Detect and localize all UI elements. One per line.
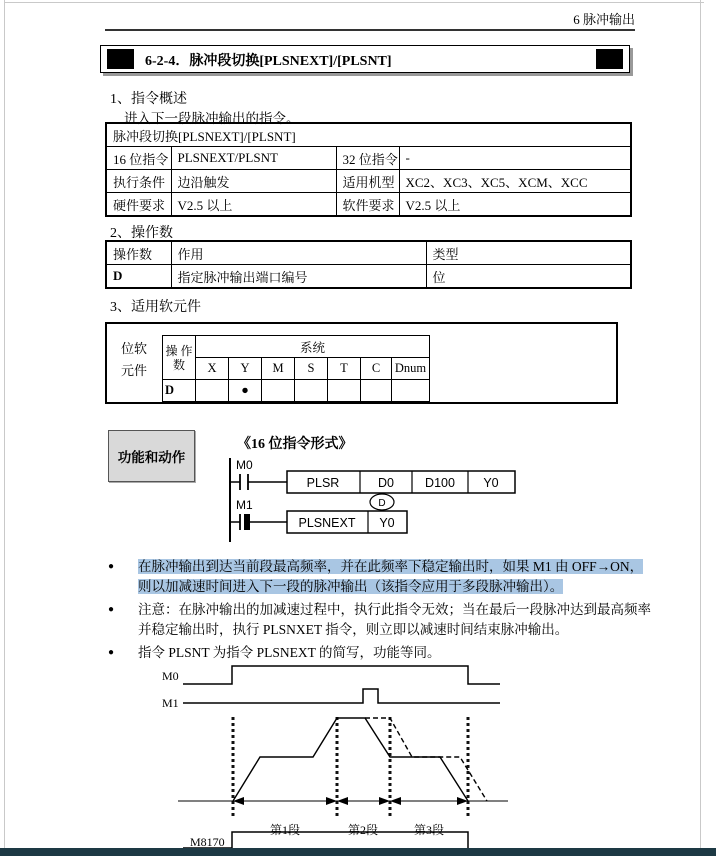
contact-label-m1: M1	[236, 498, 253, 512]
note-line: 并稳定输出时，执行 PLSNXET 指令，则立即以减速时间结束脉冲输出。	[138, 622, 569, 637]
note-line-highlighted: 则以加减速时间进入下一段的脉冲输出（该指令应用于多段脉冲输出）。	[138, 579, 564, 594]
operand-table	[105, 240, 632, 289]
device-col-header: M	[262, 358, 295, 380]
notes-list	[108, 557, 653, 666]
table-row	[163, 380, 430, 402]
heading-devices: 3、适用软元件	[110, 300, 201, 315]
table-row	[106, 170, 631, 193]
bullet-marker: ●	[108, 561, 115, 572]
spec-cell: 执行条件	[106, 170, 171, 193]
timing-signal-label-m1: M1	[162, 696, 179, 710]
spec-cell: 适用机型	[336, 170, 399, 193]
timing-diagram	[150, 660, 570, 848]
chapter-header: 6 脉冲输出	[573, 12, 635, 27]
spec-cell: 硬件要求	[106, 193, 171, 217]
spec-cell: -	[399, 147, 631, 170]
device-table-frame	[105, 322, 618, 404]
device-operand-header-line: 操 作	[165, 343, 193, 358]
heading-operands: 2、操作数	[110, 226, 173, 241]
plsnext-operand-cell: Y0	[379, 516, 395, 530]
operand-cell: 指定脉冲输出端口编号	[171, 265, 426, 289]
spec-cell: V2.5 以上	[399, 193, 631, 217]
note-line: 注意：在脉冲输出的加减速过程中，执行此指令无效；当在最后一段脉冲达到最高频率	[138, 602, 651, 617]
spec-cell: XC2、XC3、XC5、XCM、XCC	[399, 170, 631, 193]
arrowhead	[337, 797, 348, 805]
list-item	[108, 600, 653, 640]
device-col-header: Y	[229, 358, 262, 380]
window-bottom-edge	[0, 848, 716, 856]
device-col-header: Dnum	[392, 358, 430, 380]
section-title-bar	[100, 45, 630, 73]
device-col-header: T	[328, 358, 361, 380]
overview-text: 进入下一段脉冲输出的指令。	[124, 111, 300, 126]
spec-cell: V2.5 以上	[171, 193, 336, 217]
operand-bubble-label: D	[378, 498, 386, 509]
m1-waveform	[183, 689, 500, 703]
operand-cell: 位	[426, 265, 631, 289]
chapter-header-rule	[105, 29, 635, 31]
segment-label-2: 第2段	[347, 823, 379, 837]
title-bar-left-square	[107, 49, 134, 69]
spec-table-title: 脉冲段切换[PLSNEXT]/[PLSNT]	[106, 123, 631, 147]
note-line: 指令 PLSNT 为指令 PLSNEXT 的简写，功能等同。	[138, 645, 441, 660]
spec-cell: 32 位指令	[336, 147, 399, 170]
plsr-operand-cell: D100	[425, 476, 455, 490]
instruction-form-heading: 《16 位指令形式》	[237, 437, 353, 452]
spec-cell: PLSNEXT/PLSNT	[171, 147, 336, 170]
device-mark-cell	[196, 380, 229, 402]
spec-cell: 软件要求	[336, 193, 399, 217]
device-mark-cell	[328, 380, 361, 402]
arrowhead	[379, 797, 390, 805]
plsr-cell: PLSR	[306, 476, 340, 490]
operand-header-cell: 作用	[171, 241, 426, 265]
title-bar-right-square	[596, 49, 623, 69]
table-row	[163, 336, 430, 358]
timing-signal-label-m0: M0	[162, 669, 179, 683]
note-line-highlighted: 在脉冲输出到达当前段最高频率，并在此频率下稳定输出时，如果 M1 由 OFF→ON，	[138, 559, 644, 574]
page-border-top	[4, 2, 704, 3]
plsr-operand-cell: Y0	[483, 476, 499, 490]
operand-header-cell: 类型	[426, 241, 631, 265]
page-border-right	[700, 0, 701, 848]
device-row-operand: D	[163, 380, 196, 402]
bullet-marker: ●	[108, 604, 115, 615]
device-col-header: S	[295, 358, 328, 380]
heading-overview: 1、指令概述	[110, 92, 187, 107]
spec-cell: 16 位指令	[106, 147, 171, 170]
segment-label-1: 第1段	[269, 823, 301, 837]
arrowhead	[326, 797, 337, 805]
table-row	[163, 358, 430, 380]
device-mark-cell	[295, 380, 328, 402]
contact-label-m0: M0	[236, 458, 253, 472]
device-group-label	[121, 338, 147, 382]
m0-waveform	[183, 666, 500, 684]
ladder-diagram	[225, 450, 525, 550]
device-col-header: X	[196, 358, 229, 380]
device-table	[162, 335, 430, 402]
device-group-label-line: 位软	[121, 341, 148, 356]
plsr-operand-cell: D0	[378, 476, 394, 490]
spec-cell: 边沿触发	[171, 170, 336, 193]
rising-edge-contact-block	[244, 514, 250, 530]
page-border-left	[4, 0, 5, 848]
device-mark-cell: ●	[229, 380, 262, 402]
timing-signal-label-m8170: M8170	[190, 835, 225, 848]
device-operand-header-line: 数	[172, 357, 185, 372]
function-action-box: 功能和动作	[108, 430, 195, 482]
arrowhead	[390, 797, 401, 805]
device-operand-header	[163, 336, 196, 380]
list-item	[108, 557, 653, 597]
table-row	[106, 241, 631, 265]
table-row	[106, 193, 631, 217]
device-mark-cell	[361, 380, 392, 402]
segment-label-3: 第3段	[413, 823, 445, 837]
device-group-label-line: 元件	[121, 363, 148, 378]
frequency-profile-actual	[233, 718, 468, 801]
bullet-marker: ●	[108, 647, 115, 658]
device-mark-cell	[262, 380, 295, 402]
section-title: 6-2-4．脉冲段切换[PLSNEXT]/[PLSNT]	[145, 54, 392, 69]
spec-table	[105, 122, 632, 217]
operand-header-cell: 操作数	[106, 241, 171, 265]
table-row	[106, 147, 631, 170]
device-system-header: 系统	[196, 336, 430, 358]
device-col-header: C	[361, 358, 392, 380]
table-row	[106, 265, 631, 289]
device-mark-cell	[392, 380, 430, 402]
operand-cell: D	[106, 265, 171, 289]
plsnext-cell: PLSNEXT	[298, 516, 356, 530]
